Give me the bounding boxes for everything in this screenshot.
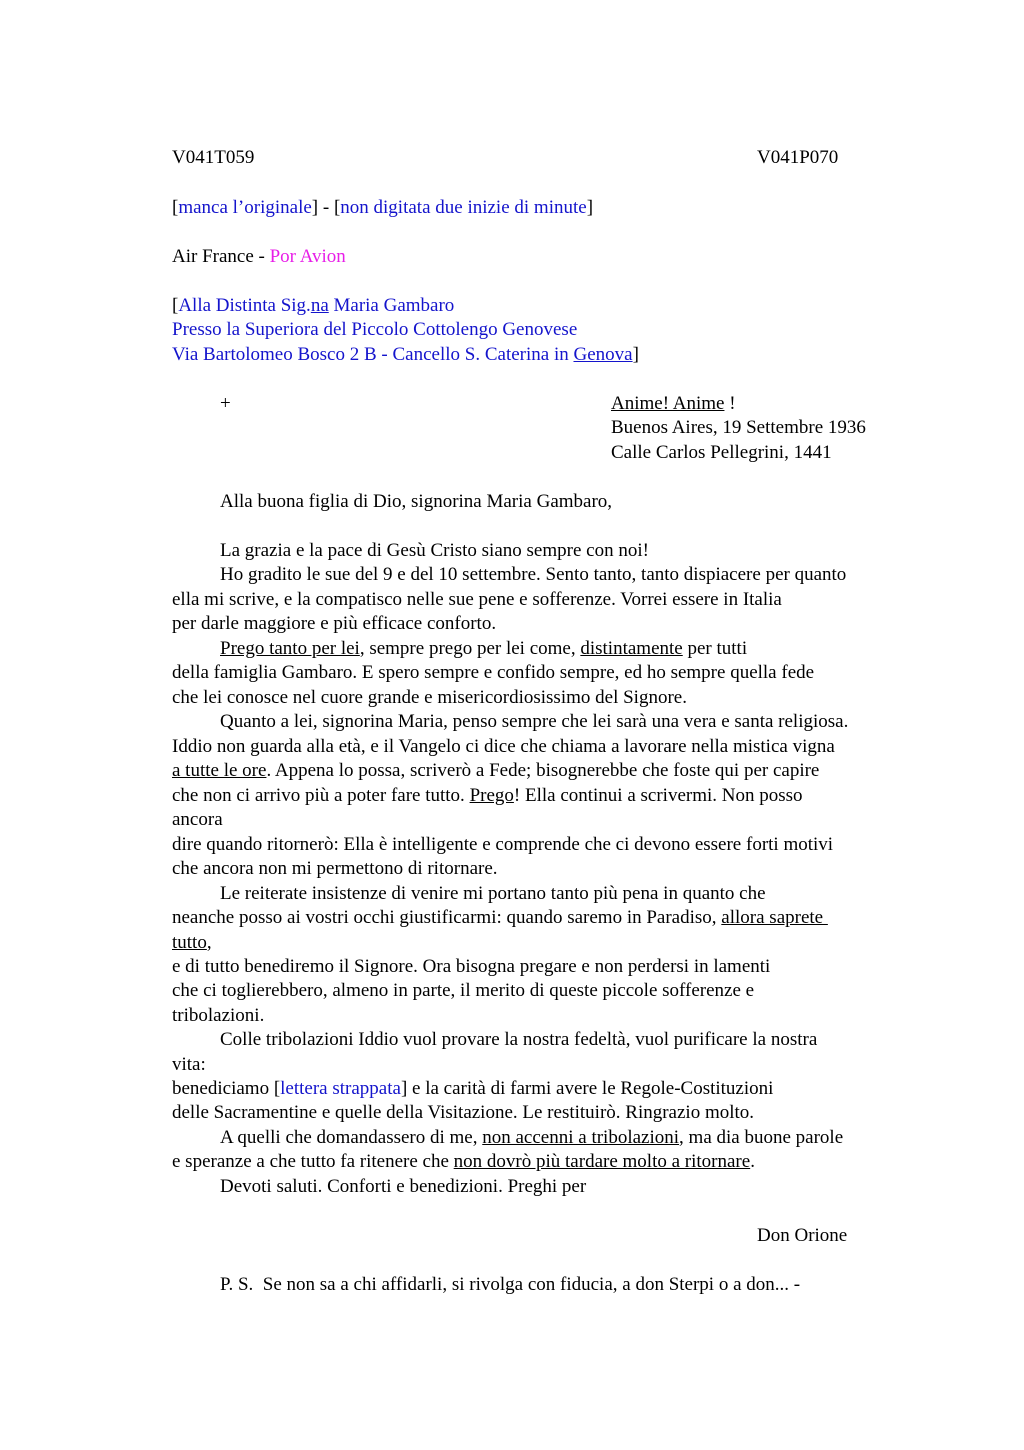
letter-line: che ci toglierebbero, almeno in parte, il merito di queste piccole sofferenze e	[172, 980, 755, 1001]
address-line-3: Via Bartolomeo Bosco 2 B - Cancello S. Caterina in Genova]	[172, 344, 639, 365]
salutation: Alla buona figlia di Dio, signorina Maria Gambaro,	[220, 491, 613, 512]
left-code: V041T059	[172, 147, 255, 168]
address-line-1: [Alla Distinta Sig.na Maria Gambaro	[172, 295, 455, 316]
street-address: Calle Carlos Pellegrini, 1441	[611, 442, 832, 463]
letter-line: delle Sacramentine e quelle della Visitazione. Le restituirò. Ringrazio molto.	[172, 1102, 755, 1123]
letter-line: tribolazioni.	[172, 1005, 265, 1026]
cross-mark: +	[220, 393, 231, 414]
place-date: Buenos Aires, 19 Settembre 1936	[611, 417, 866, 438]
letter-line: vita:	[172, 1054, 206, 1075]
letter-line: che lei conosce nel cuore grande e misericordiosissimo del Signore.	[172, 687, 687, 708]
letter-line: ancora	[172, 809, 223, 830]
letter-line: Le reiterate insistenze di venire mi portano tanto più pena in quanto che	[220, 883, 766, 904]
por-avion-label: Por Avion	[269, 246, 346, 267]
letter-line: Prego tanto per lei, sempre prego per lei come, distintamente per tutti	[220, 638, 748, 659]
letter-line: Iddio non guarda alla età, e il Vangelo ci dice che chiama a lavorare nella mistica vigna	[172, 736, 835, 757]
signature: Don Orione	[757, 1225, 848, 1246]
letter-line: tutto,	[172, 932, 212, 953]
letter-line: ella mi scrive, e la compatisco nelle sue pene e sofferenze. Vorrei essere in Italia	[172, 589, 782, 610]
note-missing-original: manca l’originale	[178, 197, 312, 218]
letter-line: benediciamo [lettera strappata] e la carità di farmi avere le Regole-Costituzioni	[172, 1078, 774, 1099]
torn-letter-note: lettera strappata	[280, 1078, 401, 1099]
letter-line: e speranze a che tutto fa ritenere che non dovrò più tardare molto a ritornare.	[172, 1151, 755, 1172]
editorial-note: [manca l’originale] - [non digitata due inizie di minute]	[172, 197, 594, 218]
letter-line: La grazia e la pace di Gesù Cristo siano sempre con noi!	[220, 540, 649, 561]
letter-line: della famiglia Gambaro. E spero sempre e confido sempre, ed ho sempre quella fede	[172, 662, 815, 683]
letter-line: a tutte le ore. Appena lo possa, scriverò a Fede; bisognerebbe che foste qui per capire	[172, 760, 820, 781]
address-line-2: Presso la Superiora del Piccolo Cottolengo Genovese	[172, 319, 578, 340]
letter-line: dire quando ritornerò: Ella è intelligente e comprende che ci devono essere forti motivi	[172, 834, 834, 855]
letter-line: che ancora non mi permettono di ritornare.	[172, 858, 498, 879]
letter-line: neanche posso ai vostri occhi giustificarmi: quando saremo in Paradiso, allora saprete	[172, 907, 828, 928]
note-not-typed: non digitata due inizie di minute	[340, 197, 587, 218]
airmail-line: Air France - Por Avion	[172, 246, 346, 267]
postscript: P. S. Se non sa a chi affidarli, si rivolga con fiducia, a don Sterpi o a don... -	[220, 1274, 801, 1295]
motto: Anime! Anime !	[611, 393, 736, 414]
letter-line: e di tutto benediremo il Signore. Ora bisogna pregare e non perdersi in lamenti	[172, 956, 771, 977]
letter-line: che non ci arrivo più a poter fare tutto. Prego! Ella continui a scrivermi. Non posso	[172, 785, 803, 806]
letter-line: Colle tribolazioni Iddio vuol provare la nostra fedeltà, vuol purificare la nostra	[220, 1029, 818, 1050]
right-code: V041P070	[757, 147, 839, 168]
letter-line: Ho gradito le sue del 9 e del 10 settembre. Sento tanto, tanto dispiacere per quanto	[220, 564, 847, 585]
letter-line: A quelli che domandassero di me, non accenni a tribolazioni, ma dia buone parole	[220, 1127, 844, 1148]
letter-line: per darle maggiore e più efficace conforto.	[172, 613, 497, 634]
letter-line: Devoti saluti. Conforti e benedizioni. Preghi per	[220, 1176, 587, 1197]
letter-line: Quanto a lei, signorina Maria, penso sempre che lei sarà una vera e santa religiosa.	[220, 711, 849, 732]
